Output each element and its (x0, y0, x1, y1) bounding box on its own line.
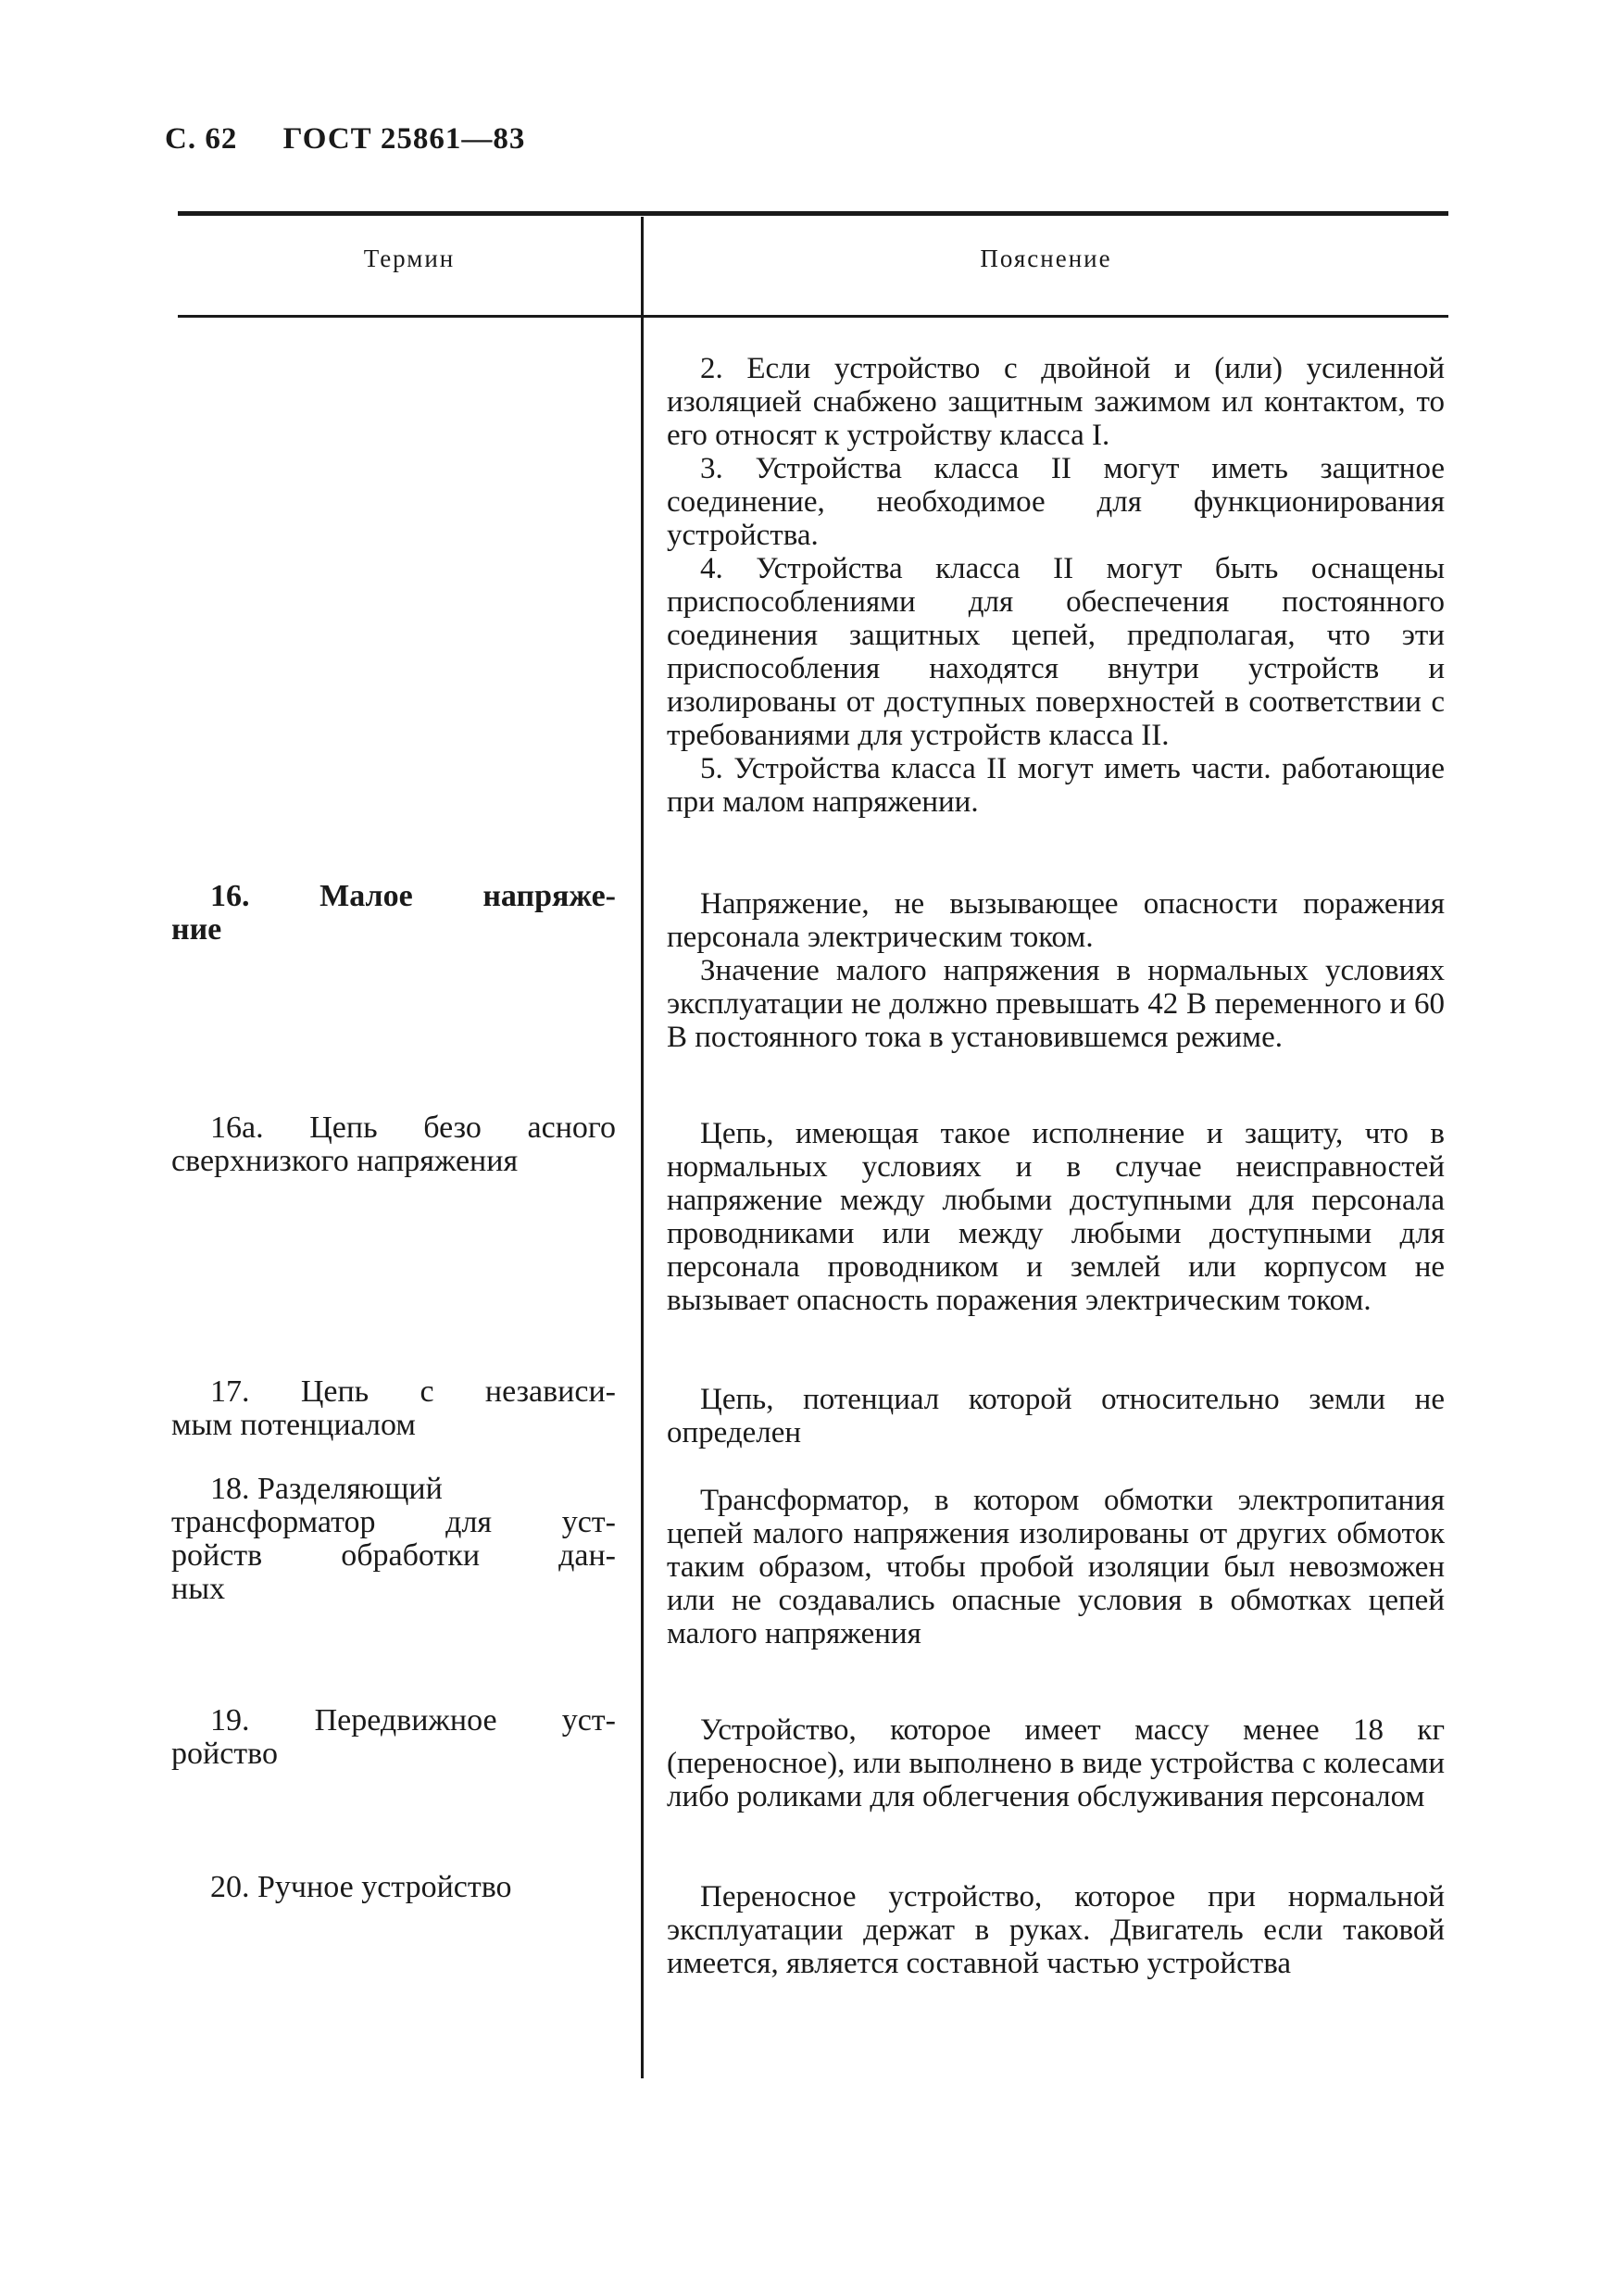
explanation-paragraph: 5. Устройства класса II могут иметь части. работающие при малом напряжении. (667, 752, 1445, 819)
term-line: трансформатор для уст- (171, 1505, 616, 1539)
table-header-rule (178, 315, 1448, 318)
explanation-paragraph: Напряжение, не вызывающее опасности поражения персонала электрическим током. (667, 887, 1445, 954)
table-top-rule (178, 211, 1448, 216)
table-row-explanation (667, 1880, 1445, 1980)
table-row-explanation (667, 1383, 1445, 1449)
explanation-paragraph: Значение малого напряжения в нормальных условиях эксплуатации не должно превышать 42 В переменного и 60 В постоянного тока в установившемся режиме. (667, 954, 1445, 1054)
table-row-explanation (667, 352, 1445, 819)
standard-designation: ГОСТ 25861—83 (282, 122, 526, 156)
explanation-paragraph: Трансформатор, в котором обмотки электропитания цепей малого напряжения изолированы от других обмоток таким образом, чтобы пробой изоляции был невозможен или не создавались опасные условия в обмотках цепей малого напряжения (667, 1484, 1445, 1650)
term-line: ройств обработки дан- (171, 1538, 616, 1573)
table-column-divider (641, 217, 644, 2078)
column-heading-explanation: Пояснение (980, 245, 1112, 272)
term-line: ние (171, 912, 222, 947)
explanation-paragraph: Цепь, имеющая такое исполнение и защиту, что в нормальных условиях и в случае неисправностей напряжение между любыми доступными для персонала проводниками или между любыми доступными для персонала проводником и землей или корпусом не вызывает опасность поражения электрическим током. (667, 1117, 1445, 1317)
explanation-paragraph: Устройство, которое имеет массу менее 18 кг (переносное), или выполнено в виде устройства с колесами либо роликами для облегчения обслуживания персоналом (667, 1713, 1445, 1813)
term-line: ройство (171, 1737, 278, 1771)
page-number: С. 62 (165, 122, 238, 156)
explanation-paragraph: 3. Устройства класса II могут иметь защитное соединение, необходимое для функционирования устройства. (667, 452, 1445, 552)
table-row-term (171, 1871, 616, 1904)
table-row-term (171, 1111, 616, 1178)
term-line: 20. Ручное устройство (210, 1870, 512, 1904)
term-line: 17. Цепь с независи- (210, 1374, 616, 1409)
table-row-term (171, 1375, 616, 1442)
term-line: 19. Передвижное уст- (210, 1703, 616, 1738)
explanation-paragraph: 4. Устройства класса II могут быть оснащены приспособлениями для обеспечения постоянного соединения защитных цепей, предполагая, что эти приспособления находятся внутри устройств и изолированы от доступных поверхностей в соответствии с требованиями для устройств класса II. (667, 552, 1445, 752)
term-line: сверхнизкого напряжения (171, 1144, 519, 1178)
column-heading-term: Термин (363, 245, 456, 272)
explanation-paragraph: Переносное устройство, которое при нормальной эксплуатации держат в руках. Двигатель если таковой имеется, является составной частью устройства (667, 1880, 1445, 1980)
table-row-explanation (667, 1713, 1445, 1813)
term-line: мым потенциалом (171, 1408, 416, 1442)
page-header (165, 122, 525, 157)
term-line: 16а. Цепь безо асного (210, 1110, 616, 1145)
table-row-term (171, 1473, 616, 1606)
table-row-term (171, 880, 616, 947)
table-row-explanation (667, 887, 1445, 1054)
explanation-paragraph: Цепь, потенциал которой относительно земли не определен (667, 1383, 1445, 1449)
term-line: 16. Малое напряже- (210, 879, 616, 913)
table-row-term (171, 1704, 616, 1771)
term-line: 18. Разделяющий (210, 1472, 443, 1506)
table-row-explanation (667, 1117, 1445, 1317)
term-line: ных (171, 1572, 226, 1606)
table-row-explanation (667, 1484, 1445, 1650)
explanation-paragraph: 2. Если устройство с двойной и (или) усиленной изоляцией снабжено защитным зажимом ил контактом, то его относят к устройству класса I. (667, 352, 1445, 452)
